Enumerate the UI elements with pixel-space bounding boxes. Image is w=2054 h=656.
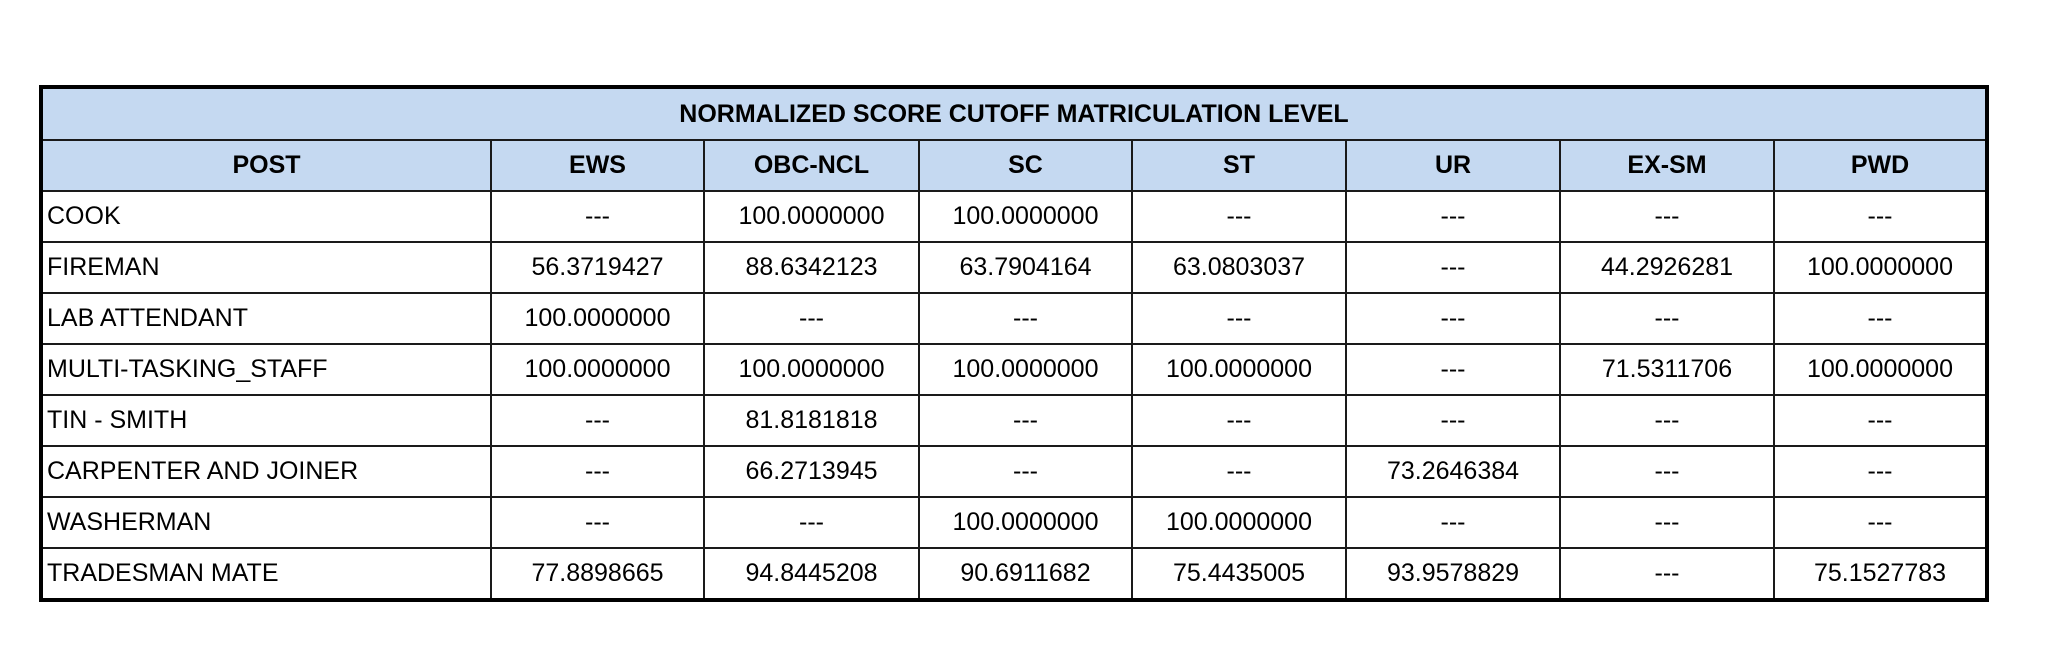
post-name-cell: LAB ATTENDANT: [41, 293, 491, 344]
score-cell: ---: [491, 446, 704, 497]
score-cell: 93.9578829: [1346, 548, 1560, 600]
score-cell: 56.3719427: [491, 242, 704, 293]
table-row: [41, 548, 1987, 600]
score-cell: ---: [919, 293, 1132, 344]
score-cell: 63.7904164: [919, 242, 1132, 293]
title-row: [41, 87, 1987, 140]
score-cell: 100.0000000: [1132, 344, 1346, 395]
score-cell: ---: [1346, 293, 1560, 344]
score-cell: ---: [1560, 548, 1774, 600]
score-cell: ---: [1346, 395, 1560, 446]
score-cell: ---: [491, 497, 704, 548]
score-cell: 75.1527783: [1774, 548, 1987, 600]
column-header-ews: EWS: [491, 140, 704, 191]
score-cell: ---: [1346, 344, 1560, 395]
post-name-cell: COOK: [41, 191, 491, 242]
column-header-pwd: PWD: [1774, 140, 1987, 191]
score-cell: ---: [704, 293, 919, 344]
score-cell: 100.0000000: [491, 293, 704, 344]
score-cell: ---: [1132, 293, 1346, 344]
post-name-cell: TRADESMAN MATE: [41, 548, 491, 600]
score-cell: ---: [1560, 191, 1774, 242]
score-cell: ---: [1774, 497, 1987, 548]
column-header-post: POST: [41, 140, 491, 191]
score-cell: ---: [1560, 395, 1774, 446]
score-cell: ---: [1346, 497, 1560, 548]
score-cell: 44.2926281: [1560, 242, 1774, 293]
column-header-sc: SC: [919, 140, 1132, 191]
score-cell: 90.6911682: [919, 548, 1132, 600]
score-cell: ---: [1346, 191, 1560, 242]
table-row: [41, 344, 1987, 395]
score-cell: ---: [1774, 293, 1987, 344]
score-cell: ---: [1132, 395, 1346, 446]
table-row: [41, 191, 1987, 242]
score-cell: 88.6342123: [704, 242, 919, 293]
score-cell: ---: [1132, 446, 1346, 497]
score-cell: ---: [1774, 446, 1987, 497]
score-cell: ---: [491, 395, 704, 446]
score-cell: ---: [1560, 446, 1774, 497]
column-header-ur: UR: [1346, 140, 1560, 191]
score-cell: 63.0803037: [1132, 242, 1346, 293]
score-cell: ---: [1774, 191, 1987, 242]
column-header-ex-sm: EX-SM: [1560, 140, 1774, 191]
score-cell: ---: [1132, 191, 1346, 242]
score-cell: 73.2646384: [1346, 446, 1560, 497]
table-row: [41, 395, 1987, 446]
score-cell: ---: [1774, 395, 1987, 446]
score-cell: 77.8898665: [491, 548, 704, 600]
score-cell: ---: [491, 191, 704, 242]
post-name-cell: WASHERMAN: [41, 497, 491, 548]
score-cell: ---: [704, 497, 919, 548]
table-title: NORMALIZED SCORE CUTOFF MATRICULATION LEVEL: [41, 87, 1987, 140]
score-cell: 100.0000000: [704, 191, 919, 242]
post-name-cell: CARPENTER AND JOINER: [41, 446, 491, 497]
column-header-obc-ncl: OBC-NCL: [704, 140, 919, 191]
score-cell: 100.0000000: [919, 191, 1132, 242]
score-cell: 66.2713945: [704, 446, 919, 497]
post-name-cell: FIREMAN: [41, 242, 491, 293]
score-cell: 100.0000000: [1774, 242, 1987, 293]
score-cell: ---: [919, 395, 1132, 446]
score-cell: 81.8181818: [704, 395, 919, 446]
column-header-st: ST: [1132, 140, 1346, 191]
score-cell: 100.0000000: [491, 344, 704, 395]
score-cell: 100.0000000: [919, 344, 1132, 395]
score-cell: 100.0000000: [919, 497, 1132, 548]
score-cell: 100.0000000: [1132, 497, 1346, 548]
table-row: [41, 242, 1987, 293]
post-name-cell: TIN - SMITH: [41, 395, 491, 446]
score-cell: ---: [1560, 293, 1774, 344]
score-cell: 100.0000000: [1774, 344, 1987, 395]
table-row: [41, 497, 1987, 548]
score-cell: 100.0000000: [704, 344, 919, 395]
table-row: [41, 446, 1987, 497]
table-row: [41, 293, 1987, 344]
score-cell: 71.5311706: [1560, 344, 1774, 395]
post-name-cell: MULTI-TASKING_STAFF: [41, 344, 491, 395]
score-cell: 94.8445208: [704, 548, 919, 600]
score-cell: ---: [1560, 497, 1774, 548]
header-row: [41, 140, 1987, 191]
score-cell: ---: [919, 446, 1132, 497]
cutoff-table: [39, 85, 1989, 602]
score-cell: ---: [1346, 242, 1560, 293]
score-cell: 75.4435005: [1132, 548, 1346, 600]
table-body: [41, 191, 1987, 600]
